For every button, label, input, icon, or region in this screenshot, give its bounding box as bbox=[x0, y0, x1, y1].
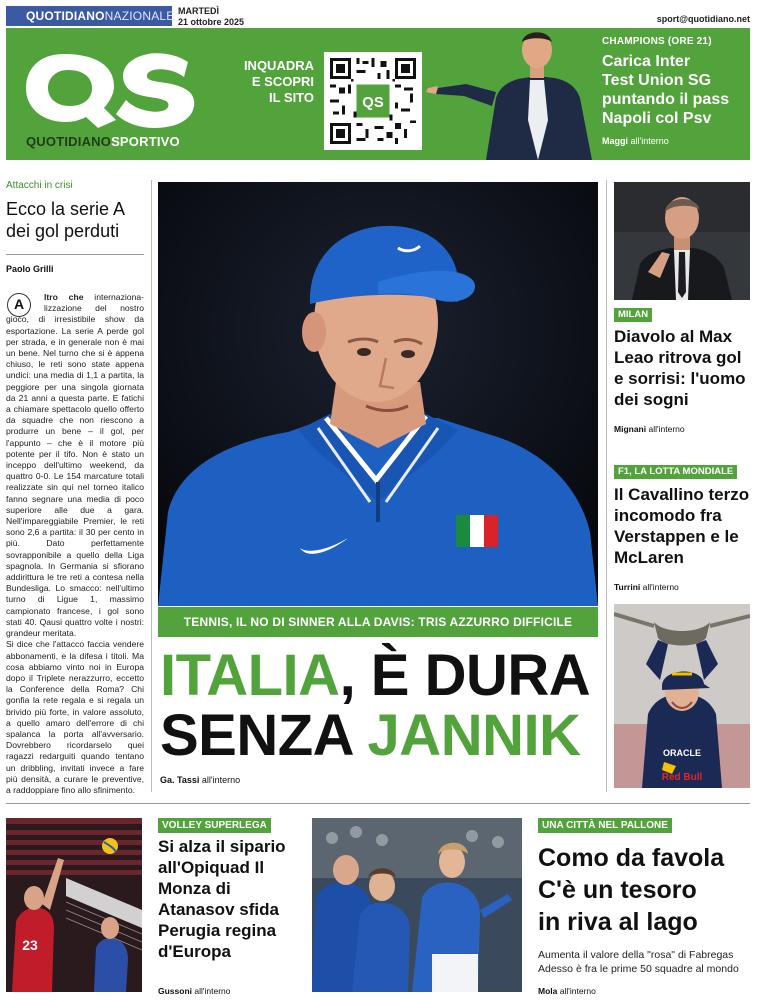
contact-email[interactable]: sport@quotidiano.net bbox=[656, 14, 750, 24]
left-article-headline[interactable]: Ecco la serie A dei gol perduti bbox=[6, 199, 125, 241]
sponsor-text: ORACLE bbox=[663, 748, 701, 758]
left-article-author: Paolo Grilli bbox=[6, 264, 54, 274]
column-divider bbox=[151, 180, 152, 792]
left-article-kicker: Attacchi in crisi bbox=[6, 180, 73, 191]
como-kicker: UNA CITTÀ NEL PALLONE bbox=[538, 818, 672, 833]
main-story-byline bbox=[160, 775, 240, 785]
qs-logo bbox=[24, 40, 200, 144]
left-article-body bbox=[6, 292, 144, 810]
milan-byline bbox=[614, 424, 685, 434]
coach-photo bbox=[426, 28, 616, 160]
volley-headline[interactable]: Si alza il sipario all'Opiquad Il Monza di Atanasov sfida Perugia regina d'Europa bbox=[158, 837, 286, 961]
champions-teaser[interactable] bbox=[602, 36, 746, 146]
f1-kicker: F1, LA LOTTA MONDIALE bbox=[614, 465, 737, 479]
verstappen-photo[interactable] bbox=[614, 604, 750, 788]
allegri-photo[interactable] bbox=[614, 182, 750, 300]
lead-bold: ltro che bbox=[44, 292, 84, 302]
byline-name: Ga. Tassi bbox=[160, 775, 200, 785]
como-headline-line: in riva al lago bbox=[538, 908, 698, 936]
main-story-kicker: TENNIS, IL NO DI SINNER ALLA DAVIS: TRIS AZZURRO DIFFICILE bbox=[158, 607, 598, 637]
f1-byline bbox=[614, 582, 679, 592]
como-photo[interactable] bbox=[312, 818, 522, 992]
como-headline-line: C'è un tesoro bbox=[538, 876, 697, 904]
qr-promo-line: INQUADRA bbox=[243, 58, 314, 73]
qr-promo-line: E SCOPRI bbox=[251, 74, 314, 89]
champions-headline bbox=[602, 52, 746, 128]
divider bbox=[6, 254, 144, 255]
qr-code-icon bbox=[330, 58, 416, 144]
issue-date bbox=[178, 6, 244, 28]
logo-subtitle-a: QUOTIDIANO bbox=[26, 134, 112, 149]
f1-headline[interactable]: Il Cavallino terzo incomodo fra Verstappen e le McLaren bbox=[614, 485, 750, 567]
byline-rest: all'interno bbox=[630, 136, 669, 146]
jersey-number: 23 bbox=[22, 937, 38, 953]
byline-rest: all'interno bbox=[642, 582, 679, 592]
network-name-thin: NAZIONALE bbox=[104, 9, 175, 23]
logo-subtitle bbox=[26, 134, 180, 149]
champions-byline bbox=[602, 136, 746, 146]
main-headline-line bbox=[160, 643, 600, 708]
sinner-photo[interactable] bbox=[158, 182, 598, 606]
byline-rest: all'interno bbox=[559, 986, 596, 996]
champions-kicker: CHAMPIONS (ORE 21) bbox=[602, 36, 712, 47]
byline-name: Mignani bbox=[614, 424, 647, 434]
main-story-headline[interactable] bbox=[160, 643, 600, 768]
qr-promo-line: IL SITO bbox=[268, 90, 314, 105]
sponsor-text: Red Bull bbox=[661, 772, 703, 783]
issue-date-text: 21 ottobre 2025 bbox=[178, 17, 245, 27]
byline-name: Gussoni bbox=[158, 986, 193, 996]
issue-day: MARTEDÌ bbox=[178, 6, 219, 16]
champions-headline-line: puntando il pass bbox=[602, 91, 730, 108]
como-headline[interactable] bbox=[538, 842, 754, 938]
byline-name: Maggi bbox=[602, 136, 628, 146]
body-paragraph: internaziona-lizzazione del nostro gioco, di irresistibile show da esportazione. La serie A perde gol per strada, e in generale non è mai un bene. Nel turno che si è appena chiuso, le reti sono state appena undici: una media di 1,1 a partita, la peggiore per una singola giornata da 21 anni a questa parte. E fatichi a chiamare spettacolo quello offerto da squadre che non riescono a produrre un bene – il gol, per l'appunto – che è il motore più potente per il tifo. Non è stato un inceppo dell'ultimo weekend, da quattro 0-0. Le 154 marcature totali realizzate sin qui nel torneo italico fanno segnare una media di poco superiore alle due a gara. Nell'impareggiabile Premier, le reti sono 2,6 a partita: il 30 per cento in più. Dato perfettamente sovrapponibile a quello della Liga spagnola. In Germania si sfiorano addirittura le tre reti a contesa nella Bundesliga. Lo smacco: nell'ultimo turno di Ligue 1, massimo campionato francese, i gol sono stati 40. Qausi quattro volte i nostri: grandeur meritata. bbox=[6, 292, 144, 639]
volley-byline bbox=[158, 986, 231, 996]
masthead-banner bbox=[6, 28, 750, 160]
champions-headline-line: Carica Inter bbox=[602, 53, 691, 70]
byline-name: Turrini bbox=[614, 582, 641, 592]
headline-black: SENZA bbox=[160, 703, 368, 768]
byline-rest: all'interno bbox=[201, 775, 241, 785]
como-subheadline bbox=[538, 948, 754, 976]
network-name-bold: QUOTIDIANO bbox=[26, 9, 105, 23]
logo-subtitle-b: SPORTIVO bbox=[111, 134, 180, 149]
headline-black: , È DURA bbox=[339, 643, 591, 708]
como-subheadline-line: Aumenta il valore della "rosa" di Fabregas bbox=[538, 949, 734, 961]
qr-promo-text bbox=[218, 58, 314, 106]
qr-code[interactable] bbox=[324, 52, 422, 150]
byline-name: Mola bbox=[538, 986, 558, 996]
section-divider bbox=[6, 803, 750, 804]
headline-green: ITALIA bbox=[160, 643, 340, 708]
byline-rest: all'interno bbox=[194, 986, 231, 996]
como-subheadline-line: Adesso è fra le prime 50 squadre al mondo bbox=[538, 963, 739, 975]
body-paragraph: Si dice che l'attacco faccia vendere abbonamenti, e la difesa i titoli. Ma cosa abbiamo vinto noi in Europa dopo il Triplete nerazzurro, eccetto la Conference della Roma? Chi gonfia la rete regala e si regala un brivido più forte, in valore assoluto, a quello amaro dell'errore di chi spalanca la porta all'avversario. Dovrebbero ricordarselo quei ragazzi redarguiti quando tentano un dribbling, invitati invece a fare più densità, a curare le preventive, a raddoppiare fino allo sfinimento. bbox=[6, 639, 144, 795]
column-divider bbox=[606, 180, 607, 792]
byline-rest: all'interno bbox=[648, 424, 685, 434]
milan-headline[interactable]: Diavolo al Max Leao ritrova gol e sorrisi: l'uomo dei sogni bbox=[614, 327, 746, 409]
volley-kicker: VOLLEY SUPERLEGA bbox=[158, 818, 271, 833]
milan-kicker: MILAN bbox=[614, 308, 652, 322]
como-headline-line: Como da favola bbox=[538, 844, 725, 872]
main-headline-line bbox=[160, 703, 600, 768]
headline-green: JANNIK bbox=[367, 703, 581, 768]
volley-photo[interactable] bbox=[6, 818, 142, 992]
drop-cap: A bbox=[7, 293, 31, 317]
qr-badge-label: QS bbox=[362, 95, 384, 112]
newspaper-network-strip bbox=[6, 6, 175, 26]
champions-headline-line: Napoli col Psv bbox=[602, 110, 712, 127]
como-byline bbox=[538, 986, 596, 996]
champions-headline-line: Test Union SG bbox=[602, 72, 712, 89]
